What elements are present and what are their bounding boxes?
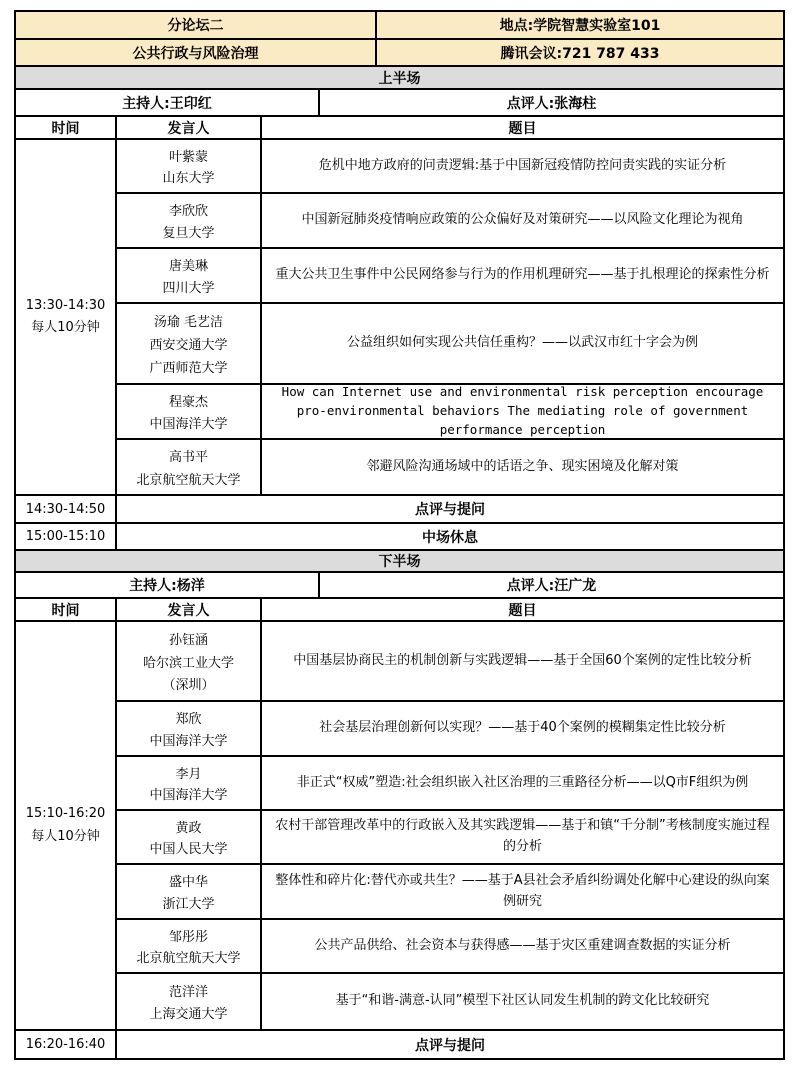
session2-column-headers [16,599,783,622]
speaker-cell [117,440,262,494]
session2-body [16,622,783,1031]
speaker-affiliation: 中国人民大学 [149,842,228,858]
speaker-cell [117,194,262,247]
title-cell: 公共产品供给、社会资本与获得感——基于灾区重建调查数据的实证分析 [314,937,731,953]
title-cell: 中国基层协商民主的机制创新与实践逻辑——基于全国60个案例的定性比较分析 [293,652,752,668]
session1-time-range: 13:30-14:30 [25,297,106,313]
session1-band-label: 上半场 [378,70,421,87]
session1-time-note: 每人10分钟 [31,320,100,335]
speaker-affiliation: 四川大学 [162,281,215,296]
break-label: 中场休息 [422,529,478,546]
session2-hosts-row [16,573,783,599]
session1-column-headers [16,117,783,140]
table-row [117,920,783,974]
speaker-cell [117,304,262,383]
column-header-time: 时间 [16,117,117,138]
title-cell: 邻避风险沟通场域中的话语之争、现实困境及化解对策 [366,458,679,474]
speaker-name: 范洋洋 [168,984,208,1000]
speaker-name: 叶紫蒙 [168,149,208,165]
break-time: 15:00-15:10 [16,524,117,549]
speaker-name: 唐美琳 [168,259,208,274]
session2-time-block [16,622,117,1029]
table-row [117,622,783,702]
session1-commentator: 点评人:张海柱 [506,95,597,112]
speaker-cell [117,865,262,918]
title-cell: 危机中地方政府的问责逻辑:基于中国新冠疫情防控问责实践的实证分析 [318,157,727,173]
speaker-affiliation: 中国海洋大学 [149,417,228,432]
speaker-name: 黄政 [175,820,202,836]
speaker-affiliation: 浙江大学 [162,897,215,912]
speaker-name: 邹彤彤 [168,929,208,945]
table-row [117,702,783,757]
speaker-name: 高书平 [168,450,208,466]
table-row [117,385,783,440]
speaker-affiliation: 北京航空航天大学 [136,472,241,488]
speaker-affiliation: 广西师范大学 [149,361,228,376]
speaker-cell [117,249,262,302]
location-label: 地点:学院智慧实验室101 [499,18,661,34]
topic-label: 公共行政与风险治理 [16,40,377,65]
session1-hosts-row [16,90,783,117]
speaker-cell [117,757,262,809]
session2-band [16,551,783,573]
review-time: 14:30-14:50 [16,496,117,522]
title-cell: 基于“和谐-满意-认同”模型下社区认同发生机制的跨文化比较研究 [335,993,710,1009]
session2-time-note: 每人10分钟 [31,828,100,844]
column-header-title: 题目 [508,120,537,137]
speaker-name: 程豪杰 [168,395,208,410]
review-label: 点评与提问 [415,502,485,518]
table-row [117,811,783,865]
table-row [117,440,783,494]
speaker-cell [117,920,262,972]
speaker-affiliation: 上海交通大学 [149,1007,228,1023]
session2-band-label: 下半场 [378,554,421,570]
break-row [16,524,783,551]
session1-body [16,140,783,496]
table-row [117,140,783,194]
speaker-name: 李月 [175,766,202,782]
session2-rows [117,622,783,1029]
session2-time-range: 15:10-16:20 [25,806,106,822]
speaker-cell [117,385,262,438]
session1-review-row [16,496,783,524]
title-cell: 整体性和碎片化:替代亦或共生？——基于A县社会矛盾纠纷调处化解中心建设的纵向案例研究 [275,872,770,909]
speaker-affiliation: 中国海洋大学 [149,734,228,749]
title-cell: 公益组织如何实现公共信任重构？——以武汉市红十字会为例 [346,335,698,351]
review-time: 16:20-16:40 [16,1031,117,1058]
title-cell: 重大公共卫生事件中公民网络参与行为的作用机理研究——基于扎根理论的探索性分析 [275,267,770,283]
header-row-topic [16,40,783,67]
table-row [117,974,783,1029]
title-cell: How can Internet use and environmental risk perception encourage pro-environmental behaviors The mediating role of government performance perception [281,384,764,437]
title-cell: 社会基层治理创新何以实现？——基于40个案例的模糊集定性比较分析 [319,720,726,736]
column-header-time: 时间 [16,599,117,620]
meeting-label: 腾讯会议:721 787 433 [500,45,660,62]
header-row-forum [16,12,783,40]
speaker-name: 孙钰涵 [168,632,208,648]
session2-host: 主持人:杨洋 [16,573,320,597]
speaker-affiliation: 哈尔滨工业大学 [142,655,234,671]
speaker-name: 李欣欣 [168,204,208,219]
table-row [117,194,783,249]
table-row [117,304,783,385]
session1-rows [117,140,783,494]
speaker-affiliation: 中国海洋大学 [149,788,228,804]
speaker-affiliation: （深圳） [162,678,215,694]
review-label: 点评与提问 [415,1037,485,1054]
speaker-name: 盛中华 [168,875,208,890]
speaker-affiliation: 北京航空航天大学 [136,951,241,967]
table-row [117,865,783,920]
speaker-affiliation: 复旦大学 [162,226,215,241]
schedule-table [14,10,785,1060]
column-header-title: 题目 [508,602,537,619]
table-row [117,757,783,811]
session2-commentator: 点评人:汪广龙 [506,578,597,594]
speaker-cell [117,811,262,863]
title-cell: 农村干部管理改革中的行政嵌入及其实践逻辑——基于和镇“千分制”考核制度实施过程的分析 [275,818,770,854]
speaker-name: 郑欣 [175,712,202,727]
speaker-affiliation: 西安交通大学 [149,338,228,353]
speaker-cell [117,974,262,1029]
speaker-cell [117,140,262,192]
speaker-cell [117,622,262,700]
title-cell: 非正式“权威”塑造:社会组织嵌入社区治理的三重路径分析——以Q市F组织为例 [296,774,749,790]
session1-time-block [16,140,117,494]
column-header-speaker: 发言人 [117,117,262,138]
session1-host: 主持人:王印红 [16,90,320,115]
session1-band [16,67,783,90]
table-row [117,249,783,304]
title-cell: 中国新冠肺炎疫情响应政策的公众偏好及对策研究——以风险文化理论为视角 [301,212,744,228]
speaker-affiliation: 山东大学 [162,171,215,187]
speaker-name: 汤瑜 毛艺洁 [153,315,224,330]
session2-review-row [16,1031,783,1058]
speaker-cell [117,702,262,755]
forum-label: 分论坛二 [16,12,377,38]
column-header-speaker: 发言人 [117,599,262,620]
